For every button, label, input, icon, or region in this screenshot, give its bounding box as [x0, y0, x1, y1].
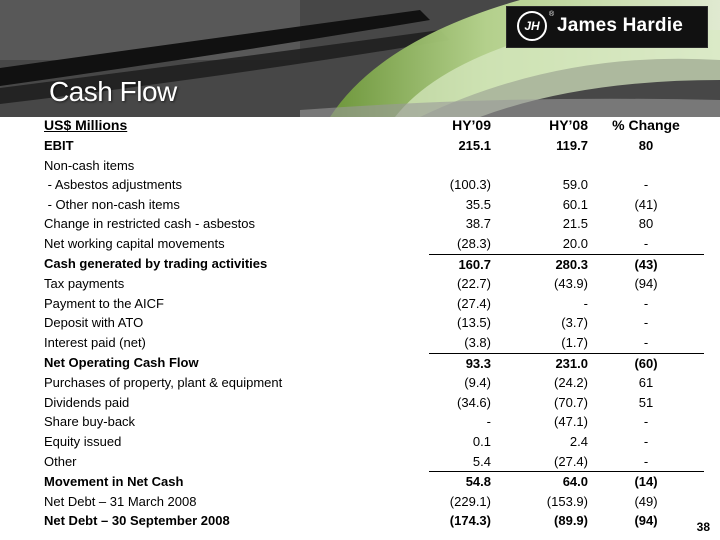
value-change: (94)	[634, 276, 658, 292]
table-row	[44, 412, 704, 432]
table-row	[44, 156, 704, 176]
value-hy09: (28.3)	[457, 235, 491, 251]
value-hy09: 35.5	[465, 196, 491, 212]
column-header-change: % Change	[612, 117, 680, 133]
value-hy08: (24.2)	[554, 375, 588, 391]
value-hy08: (1.7)	[561, 334, 588, 350]
value-hy08	[491, 156, 588, 176]
value-hy08: 2.4	[569, 433, 588, 449]
table-header-row	[44, 114, 704, 136]
value-change: -	[643, 334, 649, 350]
row-label: Deposit with ATO	[44, 315, 144, 331]
header-banner	[0, 0, 720, 117]
row-label: Non-cash items	[44, 157, 135, 173]
row-label: Equity issued	[44, 433, 122, 449]
value-hy08: 119.7	[556, 138, 588, 153]
table-row	[44, 214, 704, 234]
value-hy09: -	[486, 414, 491, 430]
value-change: -	[643, 433, 649, 449]
value-hy09: (22.7)	[457, 276, 491, 292]
row-label: Payment to the AICF	[44, 295, 164, 311]
value-change: (43)	[588, 254, 704, 274]
value-hy09: 93.3	[429, 353, 491, 373]
table-row	[44, 136, 704, 156]
table-row	[44, 175, 704, 195]
value-change: -	[643, 453, 649, 469]
value-hy08: 64.0	[491, 472, 588, 492]
value-change: 51	[638, 394, 654, 410]
table-row	[44, 393, 704, 413]
table-body	[44, 136, 704, 531]
value-hy08: (70.7)	[554, 394, 588, 410]
value-change: 80	[638, 138, 654, 153]
row-label: Interest paid (net)	[44, 335, 146, 351]
table-row	[44, 432, 704, 452]
table-row	[44, 195, 704, 215]
company-logo	[506, 6, 708, 48]
value-hy09: 160.7	[429, 254, 491, 274]
value-hy09: (3.8)	[464, 334, 491, 350]
row-label: Purchases of property, plant & equipment	[44, 375, 283, 391]
table-row	[44, 294, 704, 314]
value-change: -	[643, 235, 649, 251]
value-hy09: (9.4)	[464, 375, 491, 391]
table-row	[44, 492, 704, 512]
value-hy09: 5.4	[472, 453, 491, 469]
cash-flow-table	[44, 114, 704, 531]
row-label: Net Debt – 30 September 2008	[44, 513, 230, 529]
row-label: Cash generated by trading activities	[44, 256, 268, 272]
value-hy09: (174.3)	[449, 513, 491, 529]
table-row	[44, 234, 704, 254]
table-row	[44, 373, 704, 393]
logo-mark-icon: JH	[517, 11, 547, 41]
value-hy09: (229.1)	[449, 493, 491, 509]
row-label: Tax payments	[44, 276, 125, 292]
value-hy08: (47.1)	[554, 414, 588, 430]
row-label: Net working capital movements	[44, 236, 225, 252]
slide-title: Cash Flow	[49, 76, 177, 107]
value-hy08: (27.4)	[554, 453, 588, 469]
value-hy08: 60.1	[562, 196, 588, 212]
value-hy09: (13.5)	[457, 315, 491, 331]
row-label: Net Operating Cash Flow	[44, 355, 199, 371]
value-hy08: (43.9)	[554, 276, 588, 292]
table-row	[44, 452, 704, 472]
table-row	[44, 333, 704, 353]
column-header-hy08: HY’08	[549, 117, 588, 133]
value-change: (14)	[588, 472, 704, 492]
value-hy09: (34.6)	[457, 394, 491, 410]
logo-wordmark: James Hardie	[557, 15, 683, 36]
row-label: - Asbestos adjustments	[44, 177, 183, 193]
row-label: Change in restricted cash - asbestos	[44, 216, 255, 232]
row-label: - Other non-cash items	[44, 196, 180, 212]
row-label: Other	[44, 453, 77, 469]
value-hy08: (3.7)	[561, 315, 588, 331]
column-header-hy09: HY’09	[452, 117, 491, 133]
value-hy09: (100.3)	[449, 177, 491, 193]
row-label: Dividends paid	[44, 394, 130, 410]
page-number: 38	[696, 520, 710, 534]
value-change: (94)	[634, 513, 658, 529]
value-change: 80	[638, 216, 654, 232]
value-change: (60)	[588, 353, 704, 373]
logo-registered-mark: ®	[549, 11, 555, 18]
value-change: -	[643, 414, 649, 430]
table-row	[44, 353, 704, 373]
units-label: US$ Millions	[44, 117, 128, 133]
value-hy08: 280.3	[491, 254, 588, 274]
value-hy09: 54.8	[429, 472, 491, 492]
value-hy09: 0.1	[472, 433, 491, 449]
value-hy09: 38.7	[465, 216, 491, 232]
value-change: -	[643, 295, 649, 311]
value-hy08: (89.9)	[554, 513, 588, 529]
value-change	[588, 156, 704, 176]
value-hy09	[429, 156, 491, 176]
value-change: (49)	[634, 493, 658, 509]
row-label: Movement in Net Cash	[44, 473, 184, 489]
value-change: -	[643, 315, 649, 331]
value-change: 61	[638, 375, 654, 391]
table-row	[44, 254, 704, 274]
value-change: -	[643, 177, 649, 193]
value-hy08: (153.9)	[546, 493, 588, 509]
row-label: EBIT	[44, 138, 74, 153]
value-hy08: 21.5	[562, 216, 588, 232]
value-hy08: 59.0	[562, 177, 588, 193]
table-row	[44, 313, 704, 333]
table-row	[44, 472, 704, 492]
value-hy09: 215.1	[458, 138, 491, 153]
table-row	[44, 511, 704, 531]
row-label: Share buy-back	[44, 414, 136, 430]
row-label: Net Debt – 31 March 2008	[44, 493, 197, 509]
table-row	[44, 274, 704, 294]
value-hy08: -	[583, 295, 588, 311]
value-hy09: (27.4)	[457, 295, 491, 311]
value-hy08: 231.0	[491, 353, 588, 373]
value-hy08: 20.0	[562, 235, 588, 251]
value-change: (41)	[634, 196, 658, 212]
